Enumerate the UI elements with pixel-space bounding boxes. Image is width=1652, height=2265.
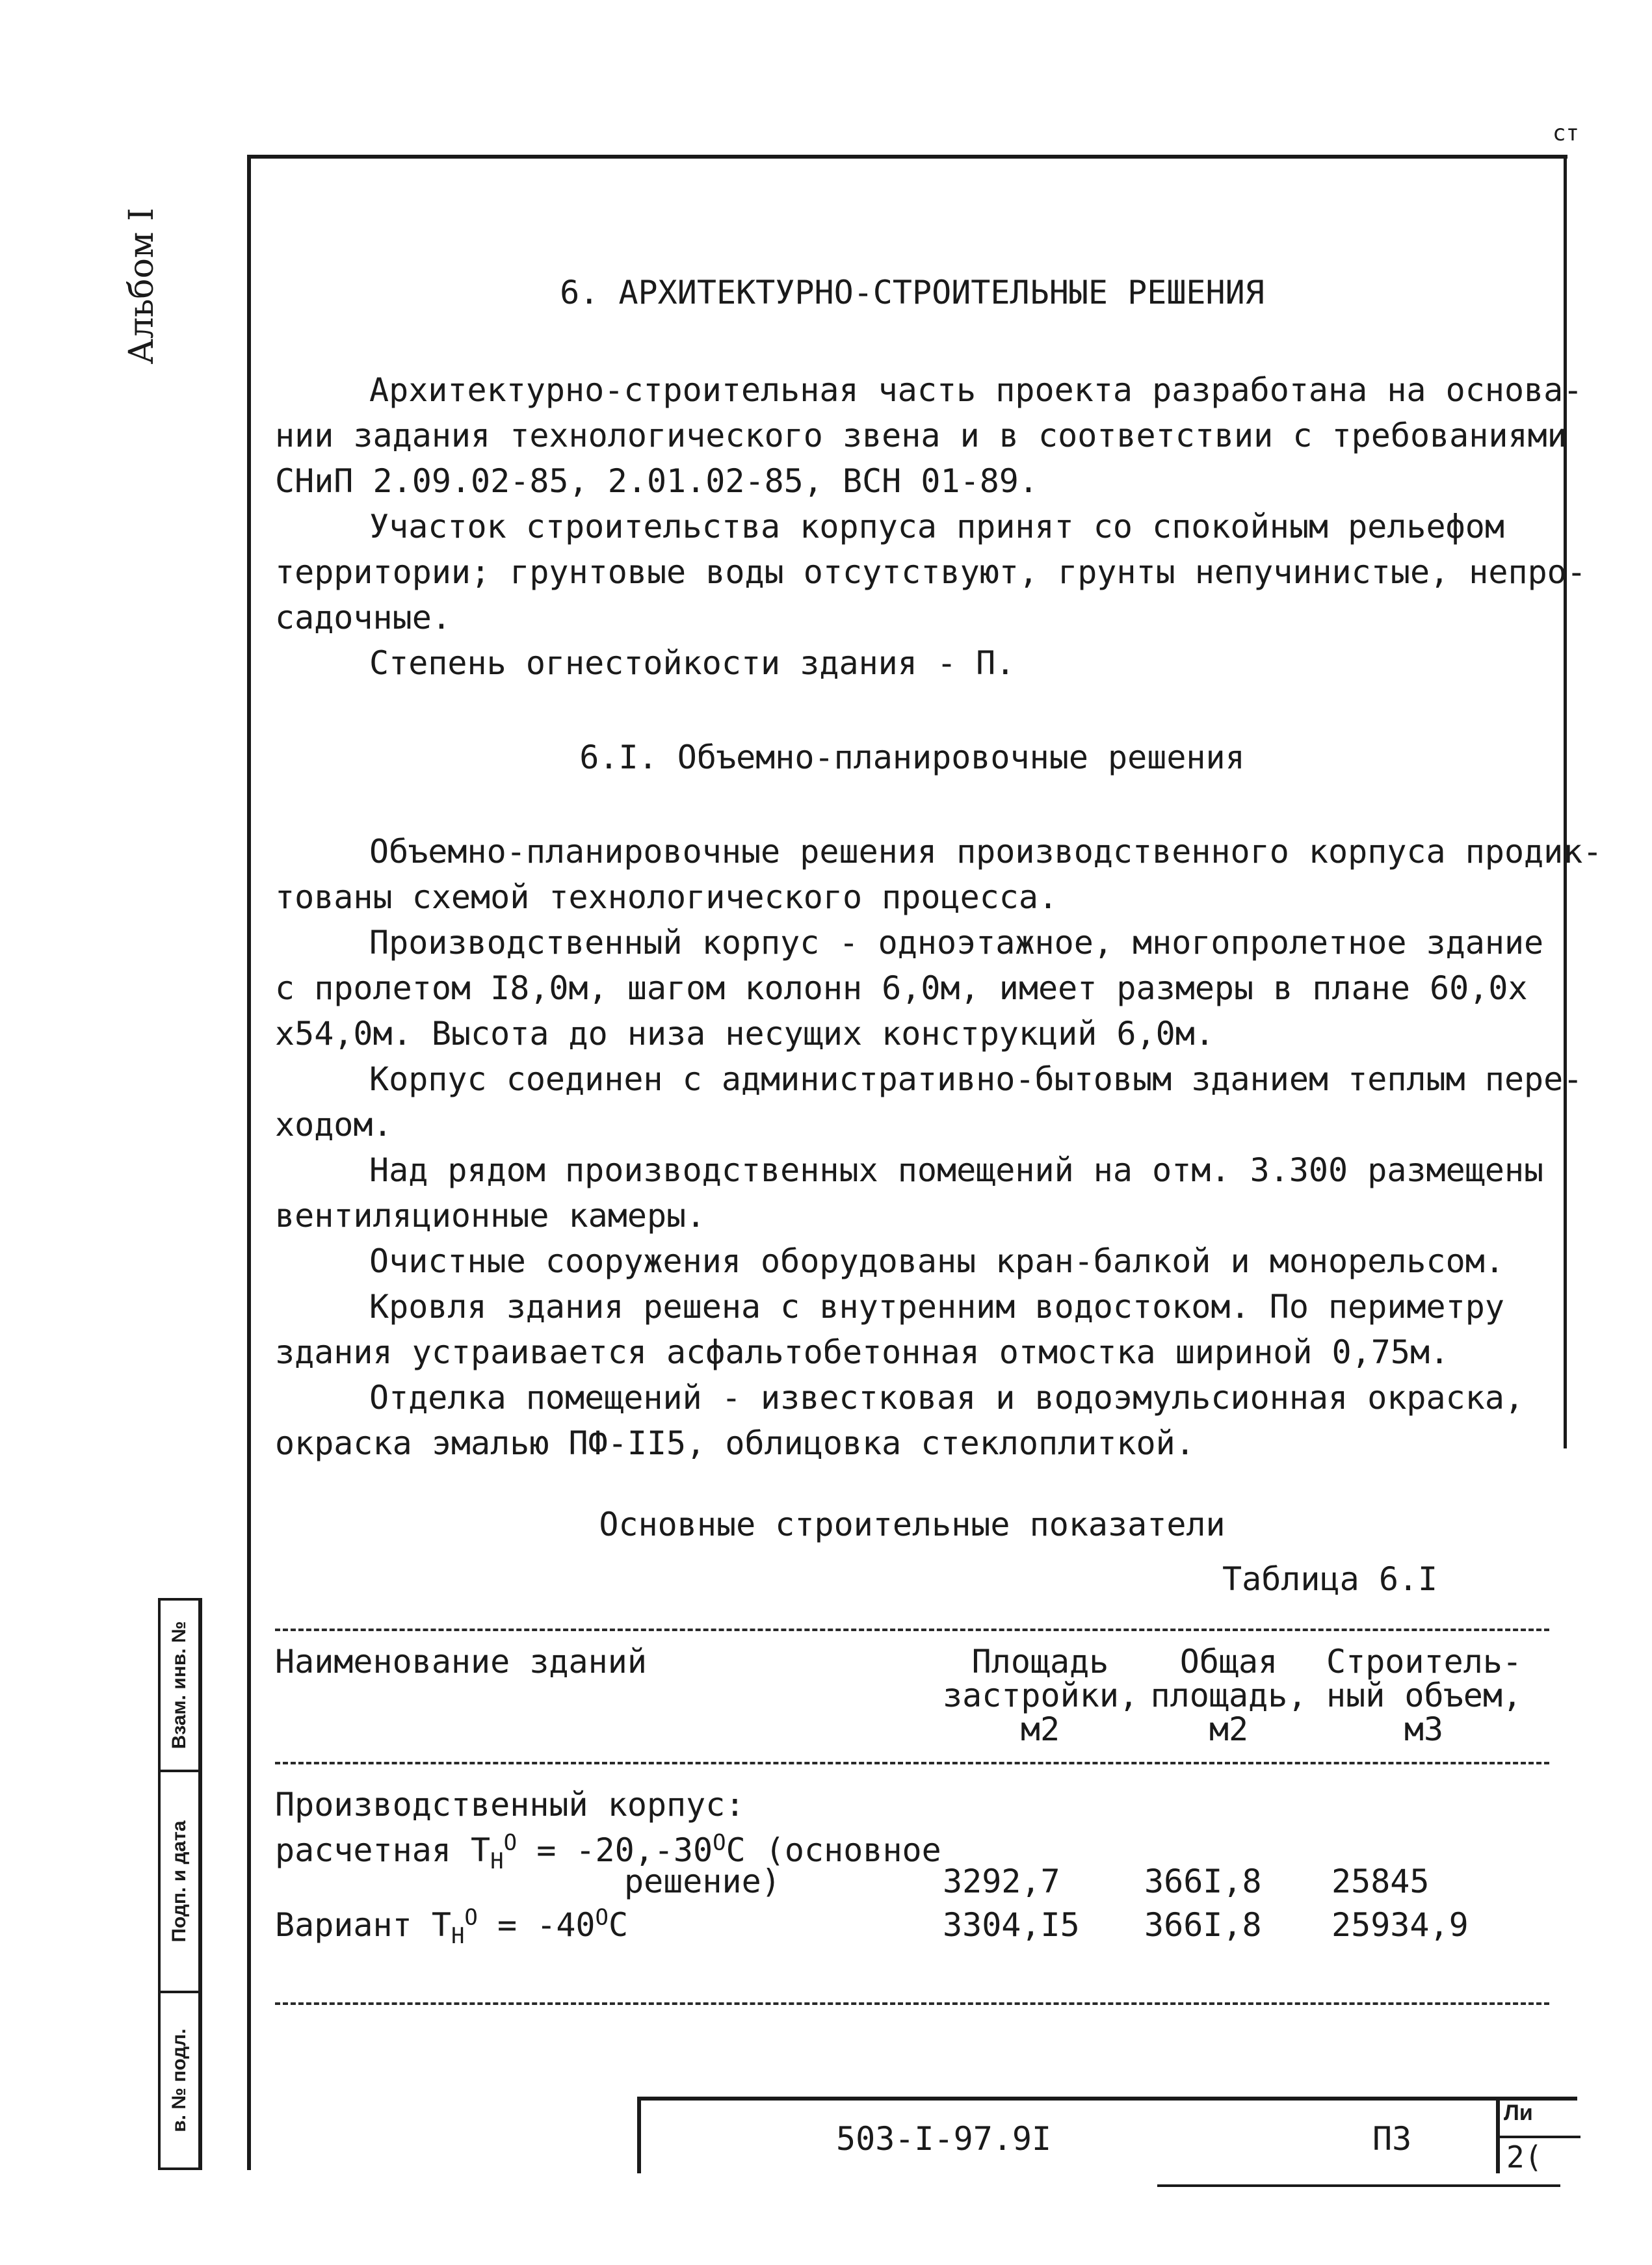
text-line: Степень огнестойкости здания - П. bbox=[369, 644, 1016, 682]
document-code: 503-I-97.9I bbox=[836, 2120, 1052, 2158]
stamp-cell-replace-inv bbox=[161, 1601, 198, 1770]
frame-left-border bbox=[247, 155, 251, 2170]
text-line: СНиП 2.09.02-85, 2.01.02-85, ВСН 01-89. bbox=[275, 462, 1038, 500]
section-title: 6. АРХИТЕКТУРНО-СТРОИТЕЛЬНЫЕ РЕШЕНИЯ bbox=[560, 274, 1265, 311]
bottom-rule bbox=[1157, 2184, 1560, 2187]
header-line: м3 bbox=[1404, 1710, 1444, 1748]
stamp-label: в. № подл. bbox=[168, 2028, 190, 2132]
stamp-cell-original-inv bbox=[161, 1991, 198, 2167]
row-name-sub: Н bbox=[490, 1848, 504, 1874]
text-line: нии задания технологического звена и в соответствии с требованиями bbox=[275, 417, 1567, 454]
sheet-number: 2( bbox=[1506, 2140, 1543, 2175]
subsection-title: 6.I. Объемно-планировочные решения bbox=[579, 739, 1245, 776]
cell-volume: 25934,9 bbox=[1331, 1906, 1469, 1944]
cell-area-build: 3292,7 bbox=[943, 1863, 1060, 1900]
stamp-cell-signature-date bbox=[161, 1770, 198, 1991]
paragraph bbox=[275, 640, 1549, 686]
row-name-text: расчетная Т bbox=[275, 1831, 491, 1869]
paragraph bbox=[275, 920, 1549, 1056]
text-line: Корпус соединен с административно-бытовым зданием теплым пере- bbox=[369, 1060, 1583, 1098]
text-line: здания устраивается асфальтобетонная отмостка шириной 0,75м. bbox=[275, 1333, 1450, 1371]
header-line: м2 bbox=[1020, 1710, 1060, 1748]
stamp-label: Взам. инв. № bbox=[168, 1621, 190, 1749]
header-line: ный объем, bbox=[1326, 1677, 1523, 1714]
paragraph bbox=[275, 504, 1586, 640]
row-name-text: Вариант Т bbox=[275, 1906, 451, 1944]
text-line: Отделка помещений - известковая и водоэмульсионная окраска, bbox=[369, 1379, 1525, 1417]
text-line: Архитектурно-строительная часть проекта разработана на основа- bbox=[369, 371, 1583, 409]
degree-sign: О bbox=[713, 1829, 726, 1856]
sheet-divider bbox=[1500, 2136, 1580, 2138]
text-line: с пролетом I8,0м, шагом колонн 6,0м, имеет размеры в плане 60,0х bbox=[275, 969, 1528, 1007]
text-line: Очистные сооружения оборудованы кран-балкой и монорельсом. bbox=[369, 1242, 1504, 1280]
album-label: Альбом I bbox=[122, 207, 161, 365]
header-name: Наименование зданий bbox=[275, 1643, 647, 1681]
table-rule-mid bbox=[275, 1762, 1549, 1764]
text-line: Участок строительства корпуса принят со спокойным рельефом bbox=[369, 508, 1504, 545]
sheet-cell bbox=[1496, 2097, 1580, 2173]
header-line: м2 bbox=[1209, 1710, 1249, 1748]
title-block bbox=[637, 2097, 1577, 2173]
cell-volume: 25845 bbox=[1331, 1863, 1430, 1900]
text-line: х54,0м. Высота до низа несущих конструкций 6,0м. bbox=[275, 1015, 1214, 1053]
header-area-total bbox=[1141, 1645, 1317, 1746]
header-line: застройки, bbox=[943, 1677, 1139, 1714]
row-name-text: С (основное bbox=[726, 1831, 941, 1869]
text-line: ходом. bbox=[275, 1106, 393, 1144]
header-line: площадь, bbox=[1150, 1677, 1307, 1714]
intro-text bbox=[275, 367, 1586, 686]
stamp-strip bbox=[158, 1598, 202, 2170]
paragraph bbox=[275, 1056, 1583, 1147]
header-volume bbox=[1326, 1645, 1521, 1746]
degree-sign: О bbox=[595, 1904, 609, 1931]
header-area-build bbox=[943, 1645, 1138, 1746]
text-line: Над рядом производственных помещений на отм. 3.300 размещены bbox=[369, 1151, 1544, 1189]
header-line: Общая bbox=[1179, 1643, 1278, 1681]
text-line: окраска эмалью ПФ-II5, облицовка стеклоплиткой. bbox=[275, 1424, 1195, 1462]
row-name-text: = -40 bbox=[477, 1906, 596, 1944]
corner-mark: ст bbox=[1553, 120, 1579, 146]
row-name-text: С bbox=[609, 1906, 629, 1944]
cell-area-total: 366I,8 bbox=[1144, 1906, 1262, 1944]
table-rule-bottom bbox=[275, 2002, 1549, 2005]
group-title: Производственный корпус: bbox=[275, 1786, 745, 1824]
text-line: территории; грунтовые воды отсутствуют, грунты непучинистые, непро- bbox=[275, 553, 1586, 591]
paragraph bbox=[275, 1375, 1549, 1466]
sheet-label: Ли bbox=[1504, 2101, 1533, 2125]
text-line: Объемно-планировочные решения производственного корпуса продик- bbox=[369, 833, 1603, 871]
text-line: вентиляционные камеры. bbox=[275, 1197, 706, 1235]
row-name-sup: О bbox=[464, 1904, 478, 1931]
paragraph bbox=[275, 1147, 1549, 1238]
header-line: Строитель- bbox=[1326, 1643, 1523, 1681]
text-line: тованы схемой технологического процесса. bbox=[275, 878, 1058, 916]
text-line: Производственный корпус - одноэтажное, многопролетное здание bbox=[369, 924, 1544, 962]
document-type: ПЗ bbox=[1372, 2120, 1412, 2158]
table-rule-top bbox=[275, 1629, 1549, 1631]
frame-right-border bbox=[1564, 155, 1567, 1448]
text-line: садочные. bbox=[275, 599, 451, 636]
row-name-sub: Н bbox=[451, 1923, 465, 1949]
table-caption: Основные строительные показатели bbox=[599, 1506, 1226, 1543]
cell-area-build: 3304,I5 bbox=[943, 1906, 1080, 1944]
paragraph bbox=[275, 367, 1583, 504]
paragraph bbox=[275, 1284, 1549, 1375]
body-text bbox=[275, 829, 1603, 1466]
row-name-continuation: решение) bbox=[624, 1863, 781, 1900]
paragraph bbox=[275, 1238, 1549, 1284]
frame-top-border bbox=[249, 155, 1567, 159]
table-label: Таблица 6.I bbox=[1222, 1560, 1438, 1598]
table-row-name bbox=[275, 1829, 941, 1874]
cell-area-total: 366I,8 bbox=[1144, 1863, 1262, 1900]
header-line: Площадь bbox=[971, 1643, 1109, 1681]
row-name-sup: О bbox=[503, 1829, 518, 1856]
row-name-text: = -20,-30 bbox=[517, 1831, 713, 1869]
paragraph bbox=[275, 829, 1603, 920]
text-line: Кровля здания решена с внутренним водостоком. По периметру bbox=[369, 1288, 1504, 1326]
table-row-name bbox=[275, 1904, 629, 1949]
stamp-label: Подп. и дата bbox=[168, 1820, 190, 1943]
